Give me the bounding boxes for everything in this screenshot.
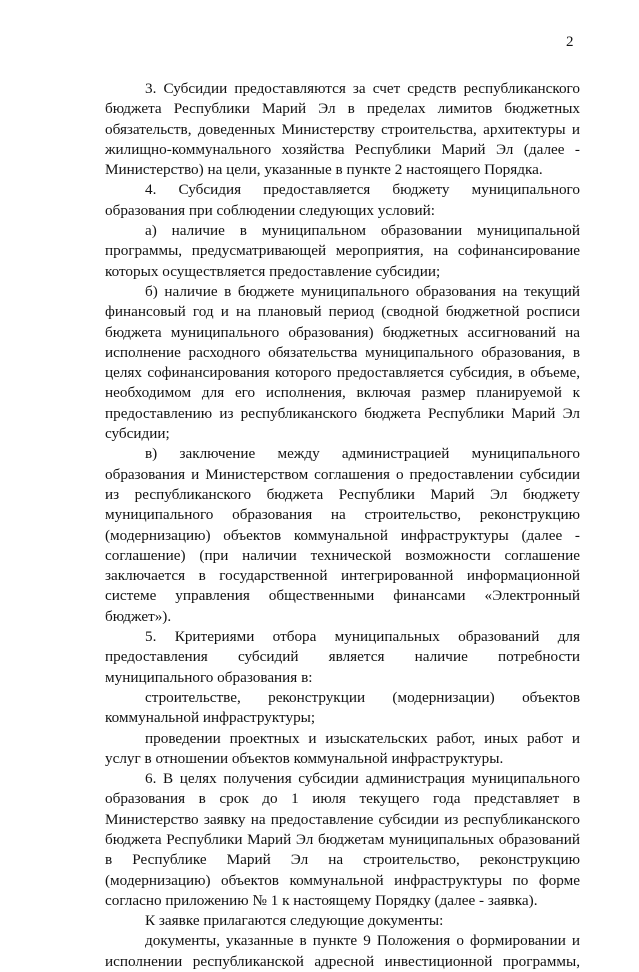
paragraph-6-attachment-1: документы, указанные в пункте 9 Положения о формировании и исполнении республиканской адресной инвестиционной программы, [105,932,580,970]
document-body [105,79,580,972]
paragraph-4a: а) наличие в муниципальном образовании муниципальной программы, предусматривающей мероприятия, на софинансирование которых осуществляется предоставление субсидии; [105,222,580,280]
paragraph-5: 5. Критериями отбора муниципальных образований для предоставления субсидий является наличие потребности муниципального образования в: [105,628,580,686]
paragraph-3: 3. Субсидии предоставляются за счет средств республиканского бюджета Республики Марий Эл в пределах лимитов бюджетных обязательств, доведенных Министерству строительства, архитектуры и жилищно-коммунального хозяйства Республики Марий Эл (далее - Министерство) на цели, указанные в пункте 2 настоящего Порядка. [105,80,580,179]
paragraph-4v: в) заключение между администрацией муниципального образования и Министерством соглашения о предоставлении субсидии из республиканского бюджета Республики Марий Эл бюджету муниципального образования на строительство, реконструкцию (модернизацию) объектов коммунальной инфраструктуры (далее - соглашение) (при наличии технической возможности соглашение заключается в государственной интегрированной информационной системе управления общественными финансами «Электронный бюджет»). [105,445,580,625]
paragraph-5-item-1: строительстве, реконструкции (модернизации) объектов коммунальной инфраструктуры; [105,688,580,727]
paragraph-6: 6. В целях получения субсидии администрация муниципального образования в срок до 1 июля текущего года представляет в Министерство заявку на предоставление субсидии из республиканского бюджета Республики Марий Эл бюджетам муниципальных образований в Республике Марий Эл на строительство, реконструкцию (модернизацию) объектов коммунальной инфраструктуры по форме согласно приложению № 1 к настоящему Порядку (далее - заявка). [105,770,580,909]
paragraph-4b: б) наличие в бюджете муниципального образования на текущий финансовый год и на плановый период (сводной бюджетной росписи бюджета муниципального образования) бюджетных ассигнований на исполнение расходного обязательства муниципального образования, в целях софинансирования которого предоставляется субсидия, в объеме, необходимом для его исполнения, включая размер планируемой к предоставлению из республиканского бюджета Республики Марий Эл субсидии; [105,282,580,443]
paragraph-4: 4. Субсидия предоставляется бюджету муниципального образования при соблюдении следующих условий: [105,181,580,219]
paragraph-6-attachments-intro: К заявке прилагаются следующие документы: [145,912,444,930]
paragraph-5-item-2: проведении проектных и изыскательских работ, иных работ и услуг в отношении объектов коммунальной инфраструктуры. [105,729,580,767]
page-number: 2 [566,34,574,50]
